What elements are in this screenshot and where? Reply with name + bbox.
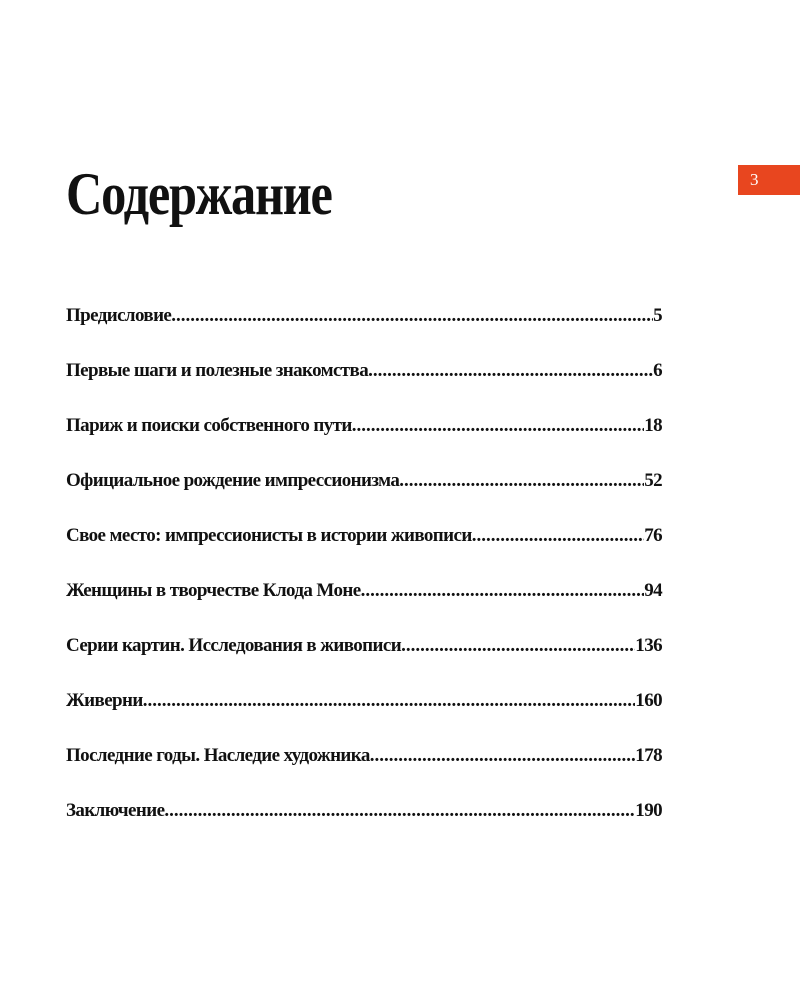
- toc-entry-title: Женщины в творчестве Клода Моне: [66, 580, 361, 601]
- toc-entry[interactable]: [66, 353, 662, 408]
- toc-entry[interactable]: [66, 518, 662, 573]
- toc-dot-leader: [368, 353, 653, 389]
- toc-entry-page: 178: [635, 745, 662, 766]
- toc-dot-leader: [352, 408, 644, 444]
- toc-entry[interactable]: [66, 628, 662, 683]
- toc-entry[interactable]: [66, 683, 662, 738]
- page-number-tab: 3: [738, 165, 800, 195]
- toc-entry-page: 52: [644, 470, 662, 491]
- toc-entry-title: Свое место: импрессионисты в истории живописи: [66, 525, 472, 546]
- toc-entry[interactable]: [66, 573, 662, 628]
- toc-entry-title: Париж и поиски собственного пути: [66, 415, 352, 436]
- table-of-contents: [66, 298, 662, 848]
- toc-entry-page: 94: [644, 580, 662, 601]
- toc-entry-title: Последние годы. Наследие художника: [66, 745, 370, 766]
- toc-entry[interactable]: [66, 463, 662, 518]
- toc-entry-page: 136: [635, 635, 662, 656]
- toc-entry[interactable]: [66, 738, 662, 793]
- toc-entry-page: 190: [635, 800, 662, 821]
- toc-dot-leader: [399, 463, 644, 499]
- toc-entry-title: Официальное рождение импрессионизма: [66, 470, 400, 491]
- toc-entry-page: 6: [653, 360, 662, 381]
- toc-entry-page: 76: [644, 525, 662, 546]
- page-title: Содержание: [66, 161, 332, 227]
- toc-dot-leader: [401, 628, 635, 664]
- toc-entry-page: 18: [644, 415, 662, 436]
- toc-dot-leader: [472, 518, 645, 554]
- toc-entry[interactable]: [66, 408, 662, 463]
- toc-dot-leader: [143, 683, 636, 719]
- toc-entry-title: Заключение: [66, 800, 165, 821]
- toc-entry-page: 5: [653, 305, 662, 326]
- toc-entry-title: Первые шаги и полезные знакомства: [66, 360, 369, 381]
- toc-entry-title: Предисловие: [66, 305, 172, 326]
- toc-dot-leader: [361, 573, 645, 609]
- toc-entry-title: Серии картин. Исследования в живописи: [66, 635, 402, 656]
- toc-entry-title: Живерни: [66, 690, 143, 711]
- toc-dot-leader: [164, 793, 635, 829]
- toc-dot-leader: [171, 298, 653, 334]
- toc-entry-page: 160: [635, 690, 662, 711]
- toc-entry[interactable]: [66, 298, 662, 353]
- toc-dot-leader: [370, 738, 636, 774]
- toc-entry[interactable]: [66, 793, 662, 848]
